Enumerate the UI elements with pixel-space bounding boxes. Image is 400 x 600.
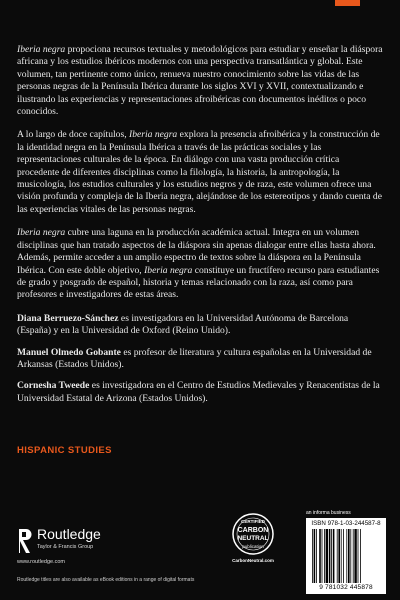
carbon-url: CarbonNeutral.com xyxy=(232,558,274,563)
description-paragraph-1: Iberia negra propociona recursos textuales y metodológicos para estudiar y enseñar la diáspora africana y los estudios ibéricos modernos con una perspectiva transatlántica y global. Este volumen, tan pertinente como único, renueva nuestro conocimiento sobre las vidas de las personas negras de la Península Ibérica durante los siglos XVI y XVII, contextualizando e ilustrando las experiencias y representaciones afroibéricas con documentos inéditos o poco conocidos. xyxy=(17,44,383,118)
author-bio: Manuel Olmedo Gobante es profesor de literatura y cultura españolas en la Universidad de Arkansas (Estados Unidos). xyxy=(17,346,372,370)
book-title-italic: Iberia negra xyxy=(17,227,66,239)
author-bio: Diana Berruezo-Sánchez es investigadora en la Universidad Autónoma de Barcelona (España) y en la Universidad de Oxford (Reino Unido). xyxy=(17,312,349,337)
description-paragraph-3: Iberia negra cubre una laguna en la producción académica actual. Integra en un volumen disciplinas que han tratado aspectos de la diáspora sin apenas dialogar entre ellas hasta ahora. Además, permite acceder a un amplio espectro de textos sobre la diáspora en la Península Ibérica. Con este doble objetivo, Iberia negra constituye un fructífero recurso para estudiantes de grado y posgrado de español, historia y temas relacionado con la raza, así como para profesores e investigadores de estas áreas. xyxy=(17,227,380,301)
routledge-logo xyxy=(17,528,147,556)
author-name: Manuel Olmedo Gobante xyxy=(17,346,121,358)
publisher-name: Routledge xyxy=(37,526,101,542)
orange-accent-tab xyxy=(335,0,360,6)
barcode-digits: 9 781032 445878 xyxy=(319,584,373,591)
description-paragraph-2: A lo largo de doce capítulos, Iberia negra explora la presencia afroibérica y la construcción de la identidad negra en la Península Ibérica a través de las prácticas sociales y las representaciones culturales de la época. En diálogo con una vasta producción crítica procedente de diferentes disciplinas como la filología, la historia, la antropología, la musicología, los estudios culturales y los estudios negros y de raza, este volumen ofrece una visión profunda y compleja de la Iberia negra, alejándose de los estereotipos y dando cuenta de las experiencias vitales de las personas negras. xyxy=(17,129,382,215)
routledge-r-icon xyxy=(17,528,33,554)
book-title-italic: Iberia negra xyxy=(129,129,178,141)
subject-category: HISPANIC STUDIES xyxy=(17,445,112,456)
isbn-text: ISBN 978-1-03-244587-8 xyxy=(311,520,381,527)
carbon-label-2: NEUTRAL xyxy=(237,535,269,542)
carbon-neutral-badge xyxy=(228,510,278,570)
book-title-italic: Iberia negra xyxy=(17,44,66,55)
carbon-label-1: CARBON xyxy=(237,527,269,534)
author-name: Cornesha Tweede xyxy=(17,380,90,392)
informa-label: an informa business xyxy=(306,510,351,516)
back-cover-text xyxy=(17,44,383,414)
carbon-publication-label: publication xyxy=(242,544,264,549)
barcode-icon xyxy=(312,529,380,583)
author-bio: Cornesha Tweede es investigadora en el Centro de Estudios Medievales y Renacentistas de la Universidad Estatal de Arizona (Estados Unidos). xyxy=(17,380,380,404)
isbn-barcode xyxy=(306,518,386,594)
book-title-italic: Iberia negra xyxy=(144,264,193,276)
publisher-url[interactable]: www.routledge.com xyxy=(17,559,65,565)
publisher-group: Taylor & Francis Group xyxy=(37,544,94,550)
ebook-note: Routledge titles are also available as eBook editions in a range of digital formats xyxy=(17,577,195,583)
carbon-certified-label: CERTIFIED xyxy=(241,519,265,524)
author-name: Diana Berruezo-Sánchez xyxy=(17,312,119,324)
